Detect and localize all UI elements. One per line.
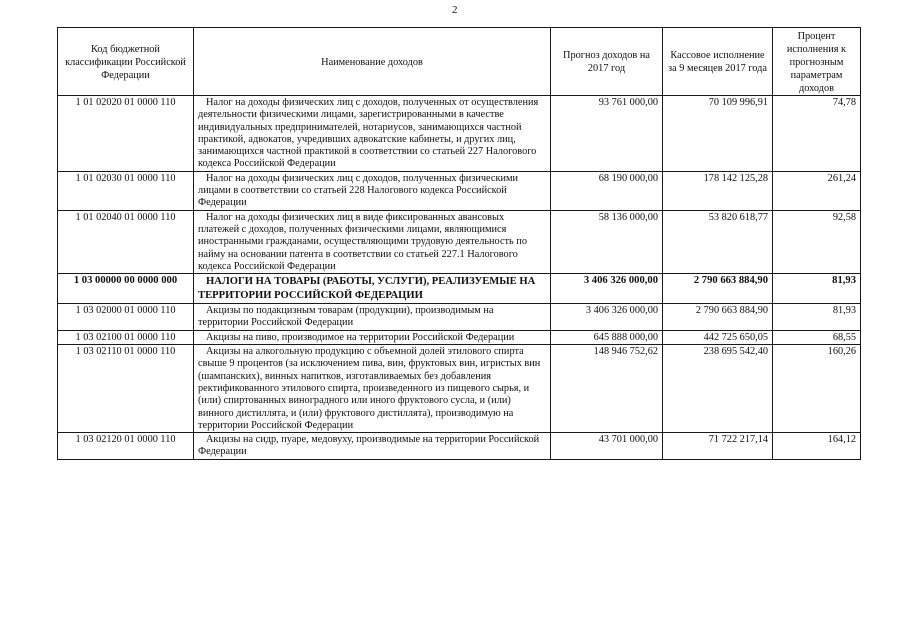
row-percent: 81,93 <box>773 274 861 304</box>
row-code: 1 03 00000 00 0000 000 <box>58 274 194 304</box>
row-forecast: 43 701 000,00 <box>551 433 663 460</box>
row-executed: 53 820 618,77 <box>663 210 773 273</box>
row-executed: 70 109 996,91 <box>663 96 773 172</box>
header-executed: Кассовое исполнение за 9 месяцев 2017 года <box>663 28 773 96</box>
row-code: 1 01 02020 01 0000 110 <box>58 96 194 172</box>
row-executed: 71 722 217,14 <box>663 433 773 460</box>
row-forecast: 645 888 000,00 <box>551 330 663 344</box>
table-row <box>58 433 861 460</box>
row-executed: 442 725 650,05 <box>663 330 773 344</box>
table-row <box>58 210 861 273</box>
row-code: 1 03 02120 01 0000 110 <box>58 433 194 460</box>
row-forecast: 3 406 326 000,00 <box>551 274 663 304</box>
row-name: Налог на доходы физических лиц с доходов, полученных от осуществления деятельности физическими лицами, зарегистрированными в качестве индивидуальных предпринимателей, нотариусов, занимающихся частной практикой, адвокатов, учредивших адвокатские кабинеты, и других лиц, занимающихся частной практикой в соответствии со статьей 227 Налогового кодекса Российской Федерации <box>194 96 551 172</box>
row-name: Налог на доходы физических лиц с доходов, полученных физическими лицами в соответствии со статьей 228 Налогового кодекса Российской Федерации <box>194 171 551 210</box>
row-percent: 92,58 <box>773 210 861 273</box>
row-forecast: 148 946 752,62 <box>551 345 663 433</box>
row-name: Акцизы на сидр, пуаре, медовуху, производимые на территории Российской Федерации <box>194 433 551 460</box>
row-name: Акцизы по подакцизным товарам (продукции), производимым на территории Российской Федерации <box>194 304 551 331</box>
table-row <box>58 304 861 331</box>
row-percent: 164,12 <box>773 433 861 460</box>
row-forecast: 58 136 000,00 <box>551 210 663 273</box>
row-executed: 238 695 542,40 <box>663 345 773 433</box>
row-forecast: 93 761 000,00 <box>551 96 663 172</box>
row-code: 1 03 02100 01 0000 110 <box>58 330 194 344</box>
table-row-section <box>58 274 861 304</box>
row-code: 1 01 02030 01 0000 110 <box>58 171 194 210</box>
revenue-table <box>57 27 861 460</box>
row-forecast: 3 406 326 000,00 <box>551 304 663 331</box>
header-name: Наименование доходов <box>194 28 551 96</box>
table-row <box>58 171 861 210</box>
row-percent: 160,26 <box>773 345 861 433</box>
row-code: 1 03 02110 01 0000 110 <box>58 345 194 433</box>
row-code: 1 03 02000 01 0000 110 <box>58 304 194 331</box>
header-forecast: Прогноз доходов на 2017 год <box>551 28 663 96</box>
header-code: Код бюджетной классификации Российской Федерации <box>58 28 194 96</box>
row-name: НАЛОГИ НА ТОВАРЫ (РАБОТЫ, УСЛУГИ), РЕАЛИЗУЕМЫЕ НА ТЕРРИТОРИИ РОССИЙСКОЙ ФЕДЕРАЦИИ <box>194 274 551 304</box>
table-row <box>58 96 861 172</box>
row-forecast: 68 190 000,00 <box>551 171 663 210</box>
row-name: Акцизы на пиво, производимое на территории Российской Федерации <box>194 330 551 344</box>
row-name: Акцизы на алкогольную продукцию с объемной долей этилового спирта свыше 9 процентов (за исключением пива, вин, фруктовых вин, игристых вин (шампанских), винных напитков, изготавливаемых без добавления ректификованного этилового спирта, произведенного из пищевого сырья, и (или) спиртованных виноградного или иного фруктового сусла, и (или) винного дистиллята, и (или) фруктового дистиллята), производимую на территории Российской Федерации <box>194 345 551 433</box>
row-percent: 81,93 <box>773 304 861 331</box>
table-header-row <box>58 28 861 96</box>
row-executed: 178 142 125,28 <box>663 171 773 210</box>
row-percent: 68,55 <box>773 330 861 344</box>
row-name: Налог на доходы физических лиц в виде фиксированных авансовых платежей с доходов, полученных физическими лицами, являющимися иностранными гражданами, осуществляющими трудовую деятельность по найму на основании патента в соответствии со статьей 227.1 Налогового кодекса Российской Федерации <box>194 210 551 273</box>
table-body <box>58 96 861 460</box>
row-executed: 2 790 663 884,90 <box>663 274 773 304</box>
table-row <box>58 330 861 344</box>
row-percent: 74,78 <box>773 96 861 172</box>
header-percent: Процент исполнения к прогнозным параметрам доходов <box>773 28 861 96</box>
row-percent: 261,24 <box>773 171 861 210</box>
page-number: 2 <box>452 4 458 16</box>
row-executed: 2 790 663 884,90 <box>663 304 773 331</box>
table-row <box>58 345 861 433</box>
row-code: 1 01 02040 01 0000 110 <box>58 210 194 273</box>
